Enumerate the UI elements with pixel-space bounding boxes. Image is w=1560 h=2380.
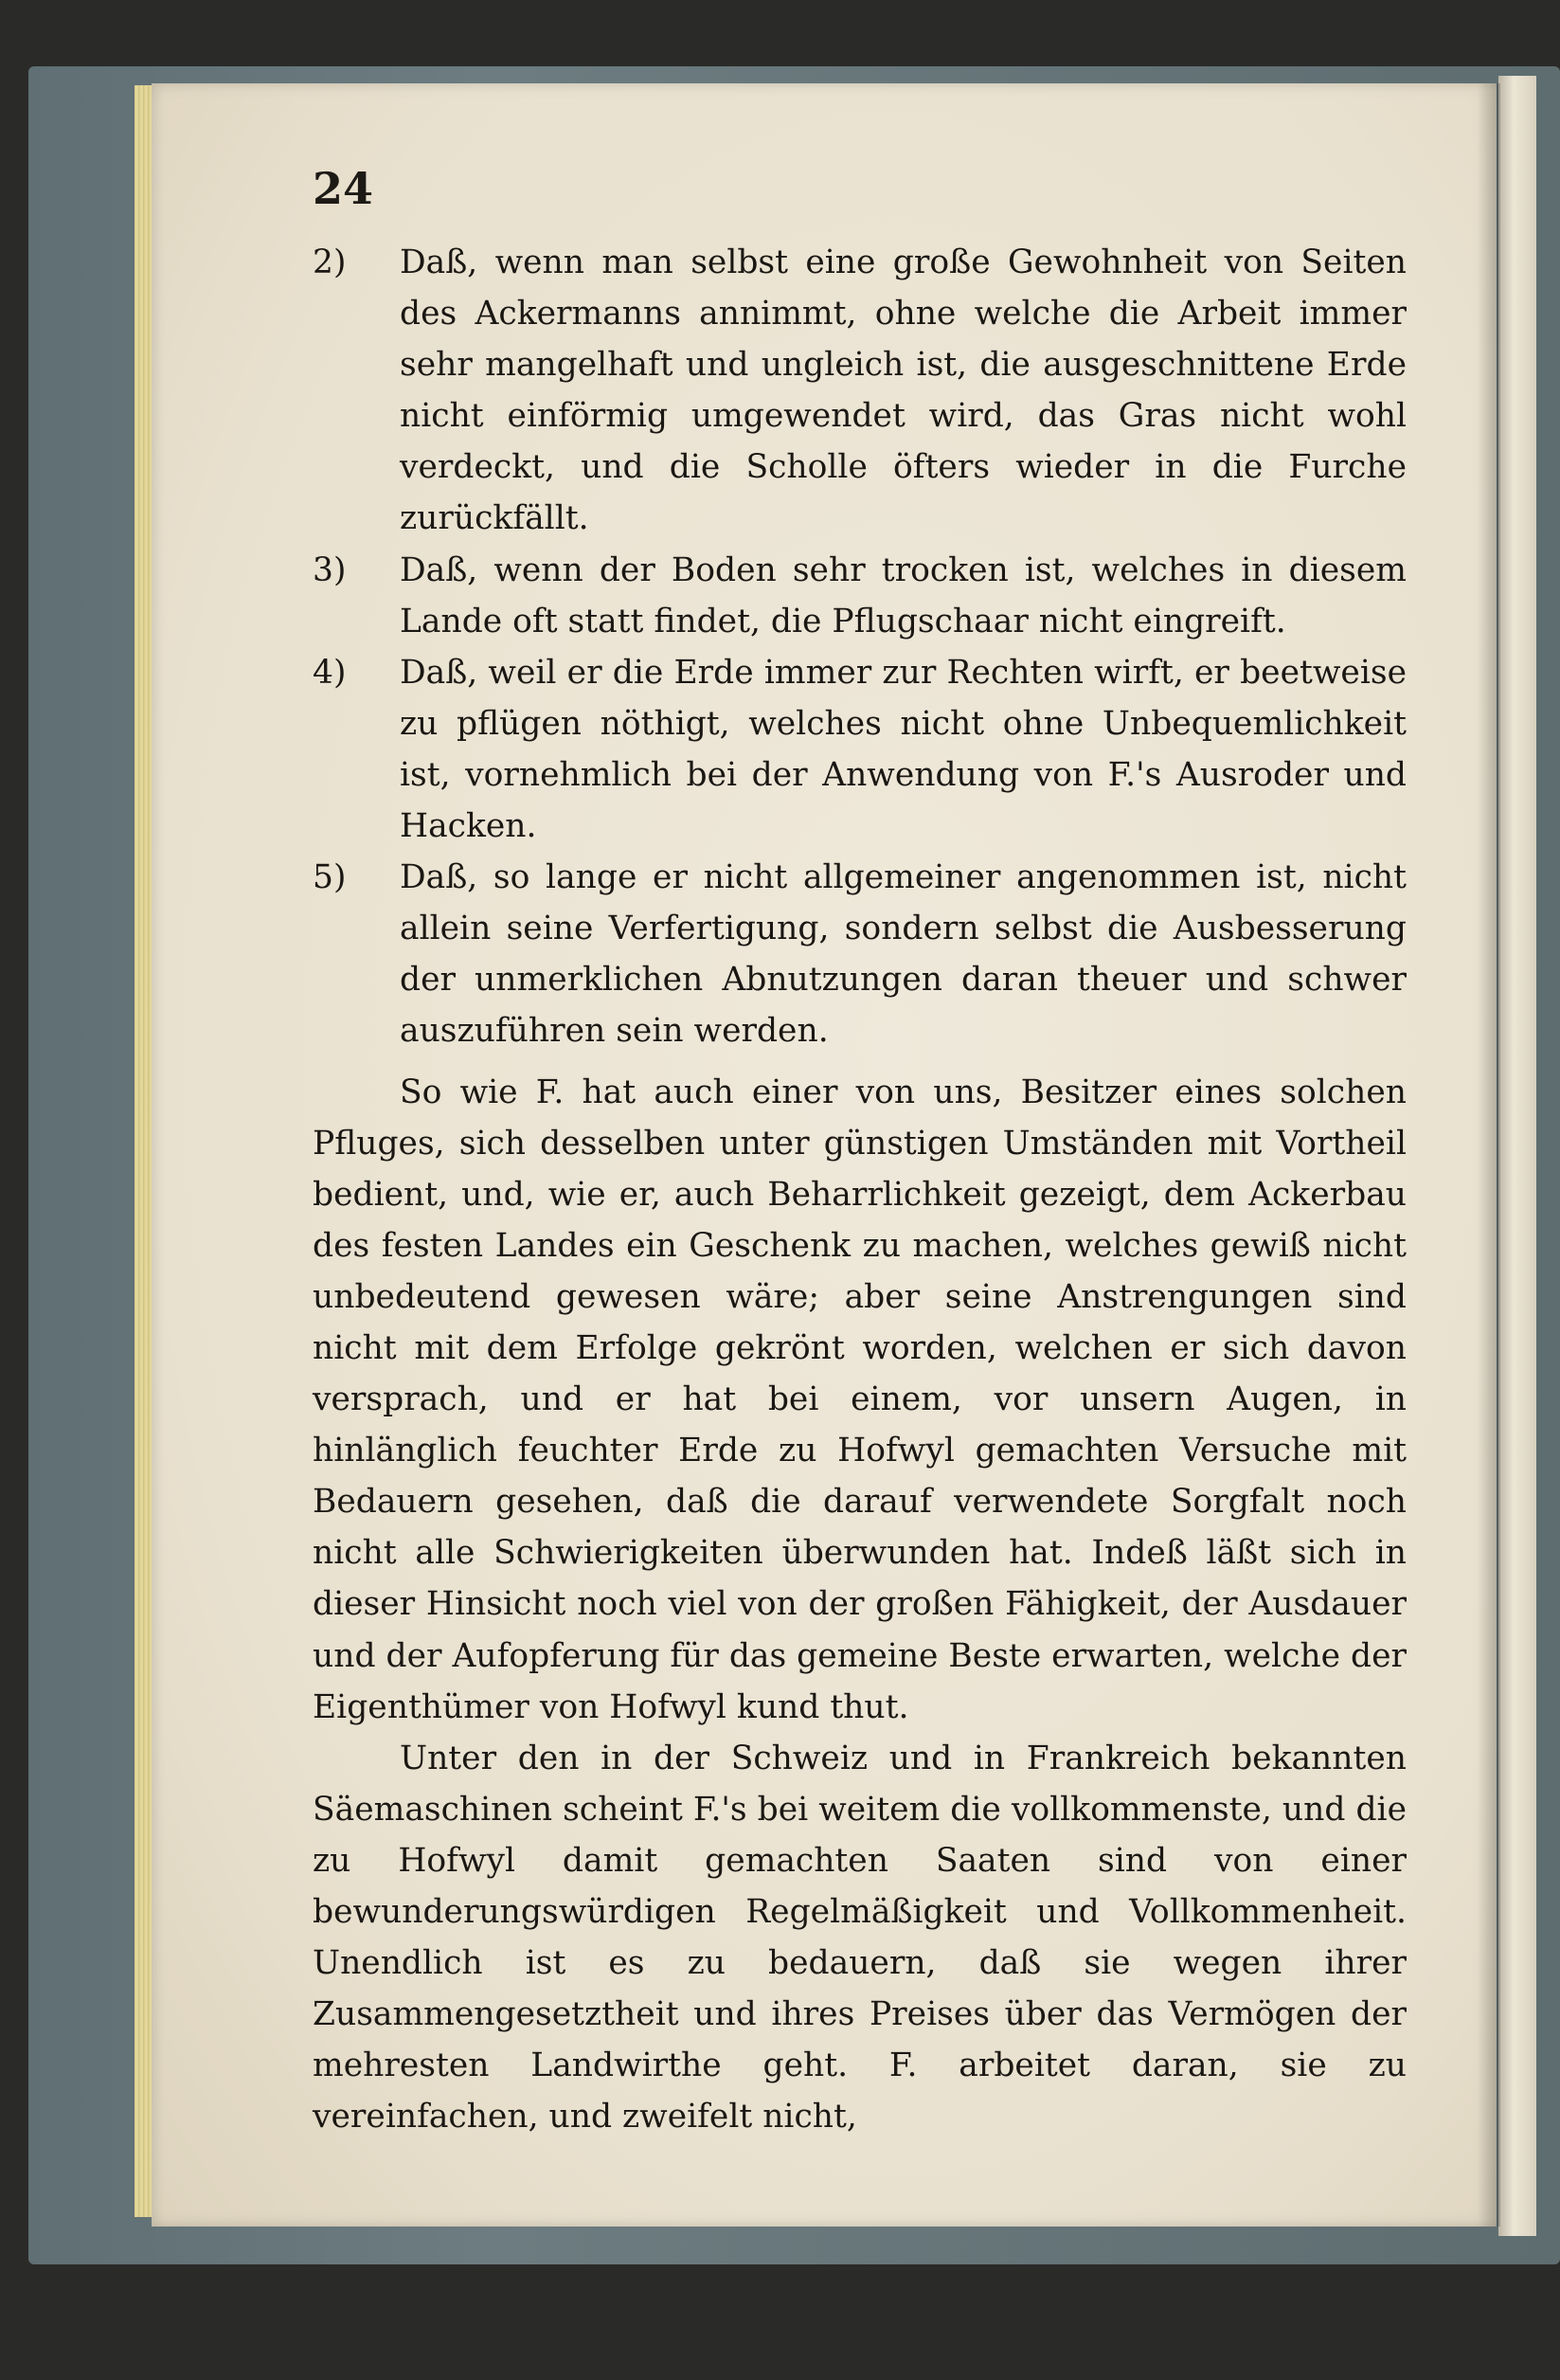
list-item (313, 237, 1407, 545)
facing-page-edge (1498, 76, 1536, 2236)
page-number: 24 (313, 163, 374, 214)
list-item (313, 852, 1407, 1056)
list-item-number: 2) (313, 243, 347, 281)
list-item-number: 5) (313, 858, 347, 897)
list-item-text: Daß, wenn man selbst eine große Gewohnheit von Seiten des Ackermanns annimmt, ohne welche die Arbeit immer sehr mangelhaft und ungleich ist, die ausgeschnittene Erde nicht einförmig umgewendet wird, das Gras nicht wohl verdeckt, und die Scholle öfters wieder in die Furche zurückfällt. (400, 243, 1407, 538)
list-item-number: 3) (313, 550, 347, 589)
list-item (313, 545, 1407, 647)
page-text (313, 237, 1407, 2142)
list-item-text: Daß, weil er die Erde immer zur Rechten wirft, er beetweise zu pflügen nöthigt, welches nicht ohne Unbequemlichkeit ist, vornehmlich bei der Anwendung von F.'s Ausroder und Hacken. (400, 653, 1407, 846)
list-item (313, 647, 1407, 852)
paragraph: Unter den in der Schweiz und in Frankreich bekannten Säemaschinen scheint F.'s bei weitem die vollkommenste, und die zu Hofwyl damit gemachten Saaten sind von einer bewunderungswürdigen Regelmäßigkeit und Vollkommenheit. Unendlich ist es zu bedauern, daß sie wegen ihrer Zusammengesetztheit und ihres Preises über das Vermögen der mehresten Landwirthe geht. F. arbeitet daran, sie zu vereinfachen, und zweifelt nicht, (313, 1739, 1407, 2137)
list-item-number: 4) (313, 653, 347, 692)
paragraph: So wie F. hat auch einer von uns, Besitzer eines solchen Pfluges, sich desselben unter günstigen Umständen mit Vortheil bedient, und, wie er, auch Beharrlichkeit gezeigt, dem Ackerbau des festen Landes ein Geschenk zu machen, welches gewiß nicht unbedeutend gewesen wäre; aber seine Anstrengungen sind nicht mit dem Erfolge gekrönt worden, welchen er sich davon versprach, und er hat bei einem, vor unsern Augen, in hinlänglich feuchter Erde zu Hofwyl gemachten Versuche mit Bedauern gesehen, daß die darauf verwendete Sorgfalt noch nicht alle Schwierigkeiten überwunden hat. Indeß läßt sich in dieser Hinsicht noch viel von der großen Fähigkeit, der Ausdauer und der Aufopferung für das gemeine Beste erwarten, welche der Eigenthümer von Hofwyl kund thut. (313, 1073, 1407, 1726)
gutter-shadow (1478, 83, 1500, 2227)
list-item-text: Daß, so lange er nicht allgemeiner angenommen ist, nicht allein seine Verfertigung, sondern selbst die Ausbesserung der unmerklichen Abnutzungen daran theuer und schwer auszuführen sein werden. (400, 858, 1407, 1051)
list-item-text: Daß, wenn der Boden sehr trocken ist, welches in diesem Lande oft statt findet, die Pflugschaar nicht eingreift. (400, 550, 1407, 640)
